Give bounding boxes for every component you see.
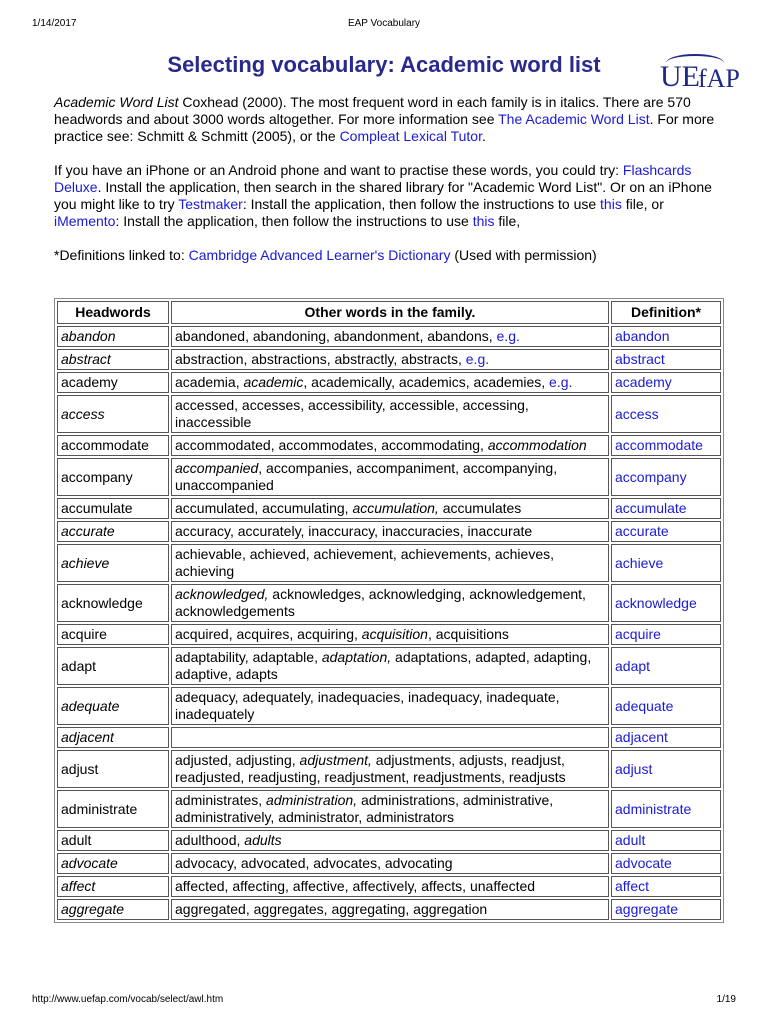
headword: acknowledge (61, 594, 143, 611)
definition-link[interactable]: adult (615, 832, 646, 848)
cambridge-dictionary-link[interactable]: Cambridge Advanced Learner's Dictionary (188, 247, 451, 263)
family-cell (171, 647, 609, 685)
family-words: adjusted, adjusting, (175, 752, 300, 768)
family-cell (171, 498, 609, 519)
table-row (57, 544, 721, 582)
family-cell (171, 727, 609, 748)
table-row (57, 687, 721, 725)
headword: accompany (61, 468, 133, 485)
family-words: abandoned, abandoning, abandonment, abandons, (175, 328, 497, 344)
headword-cell (57, 372, 169, 393)
definition-cell (611, 790, 721, 828)
family-cell (171, 435, 609, 456)
headword-cell (57, 326, 169, 347)
table-row (57, 521, 721, 542)
family-cell (171, 395, 609, 433)
column-header-family: Other words in the family. (171, 301, 609, 324)
awl-title: Academic Word List (54, 94, 179, 110)
headword: acquire (61, 626, 107, 642)
example-link[interactable]: e.g. (496, 328, 520, 344)
family-word-frequent: acquisition (361, 626, 428, 642)
intro-paragraph-2 (54, 162, 720, 230)
example-link[interactable]: e.g. (549, 374, 573, 390)
logo-text-ue: UE (660, 60, 700, 93)
intro-section (54, 94, 720, 281)
definition-cell (611, 584, 721, 622)
headword-cell (57, 790, 169, 828)
family-cell (171, 687, 609, 725)
intro-text: *Definitions linked to: (54, 247, 189, 263)
headword-cell (57, 458, 169, 496)
family-word-frequent: accompanied (175, 460, 259, 476)
family-word-frequent: accumulation, (352, 500, 439, 516)
headword-cell (57, 349, 169, 370)
family-word-frequent: accommodation (487, 437, 587, 453)
family-words: accumulated, accumulating, (175, 500, 353, 516)
family-word-frequent: adaptation, (321, 649, 392, 665)
family-word-frequent: adults (244, 832, 282, 848)
definition-link[interactable]: abandon (615, 328, 670, 344)
family-words: accessed, accesses, accessibility, accessible, accessing, inaccessible (175, 397, 529, 430)
headword-cell (57, 727, 169, 748)
family-word-frequent: acknowledged, (175, 586, 269, 602)
family-words: administrations, administrative, administratively, administrator, administrators (175, 792, 554, 825)
print-page-title: EAP Vocabulary (347, 18, 421, 29)
definition-link[interactable]: accurate (615, 523, 669, 539)
headword: administrate (61, 800, 138, 817)
headword: accurate (61, 523, 115, 539)
family-cell (171, 750, 609, 788)
headword: adult (61, 832, 92, 848)
definition-link[interactable]: administrate (615, 800, 692, 817)
family-words: affected, affecting, affective, affectively, affects, unaffected (175, 878, 536, 894)
definition-link[interactable]: achieve (615, 554, 664, 571)
page-title: Selecting vocabulary: Academic word list (167, 52, 601, 77)
imemento-link[interactable]: iMemento (54, 213, 116, 229)
table-row (57, 372, 721, 393)
intro-paragraph-1 (54, 94, 720, 145)
family-cell (171, 326, 609, 347)
example-link[interactable]: e.g. (465, 351, 490, 367)
family-word-frequent: academic (243, 374, 304, 390)
definition-cell (611, 876, 721, 897)
headword: access (61, 405, 105, 422)
headword-cell (57, 750, 169, 788)
table-row (57, 624, 721, 645)
lexical-tutor-link[interactable]: Compleat Lexical Tutor (339, 128, 482, 144)
table-row (57, 435, 721, 456)
definition-link[interactable]: academy (615, 374, 672, 390)
column-header-headwords: Headwords (57, 301, 169, 324)
headword: adjust (61, 760, 99, 777)
print-date: 1/14/2017 (32, 18, 77, 29)
definition-cell (611, 326, 721, 347)
headword-cell (57, 395, 169, 433)
family-cell (171, 899, 609, 920)
print-page-number: 1/19 (716, 994, 736, 1005)
table-row (57, 647, 721, 685)
family-words: achievable, achieved, achievement, achievements, achieves, achieving (175, 546, 554, 579)
family-words: accommodated, accommodates, accommodating, (175, 437, 488, 453)
imemento-file-link[interactable]: this (472, 213, 495, 229)
table-row (57, 395, 721, 433)
headword: accommodate (61, 437, 149, 453)
headword: achieve (61, 554, 110, 571)
headword-cell (57, 521, 169, 542)
intro-text: : Install the application, then follow the instructions to use (242, 196, 601, 212)
definition-cell (611, 458, 721, 496)
definition-link[interactable]: affect (615, 878, 649, 894)
intro-text: If you have an iPhone or an Android phone and want to practise these words, you could try: (54, 162, 623, 178)
family-words: adaptations, adapted, adapting, adaptive, adapts (175, 649, 592, 682)
table-row (57, 876, 721, 897)
intro-text: . Install the application, then search in the shared library for "Academic Word List". Or on an iPhone you might like to try (54, 179, 712, 212)
intro-text: . For more practice see: Schmitt & Schmitt (2005), or the (54, 111, 715, 144)
print-url: http://www.uefap.com/vocab/select/awl.htm (32, 994, 224, 1005)
flashcards-deluxe-link[interactable]: Flashcards Deluxe (54, 162, 692, 195)
definition-cell (611, 624, 721, 645)
family-cell (171, 584, 609, 622)
testmaker-link[interactable]: Testmaker (178, 196, 243, 212)
table-row (57, 326, 721, 347)
definition-cell (611, 435, 721, 456)
family-word-frequent: adjustment, (299, 752, 372, 768)
intro-text: file, (494, 213, 521, 229)
family-words: academia, (175, 374, 244, 390)
family-words: accumulates (438, 500, 522, 516)
definition-link[interactable]: acknowledge (615, 594, 697, 611)
definition-cell (611, 349, 721, 370)
family-cell (171, 876, 609, 897)
academic-word-list-table (54, 298, 724, 923)
headword: affect (61, 878, 96, 894)
family-cell (171, 349, 609, 370)
intro-paragraph-3 (54, 247, 720, 264)
table-row (57, 853, 721, 874)
definition-link[interactable]: acquire (615, 626, 661, 642)
definition-link[interactable]: accumulate (615, 500, 687, 516)
headword-cell (57, 687, 169, 725)
family-words: , academically, academics, academies, (303, 374, 550, 390)
table-row (57, 458, 721, 496)
headword-cell (57, 830, 169, 851)
intro-text: . (481, 128, 486, 144)
definition-cell (611, 899, 721, 920)
intro-text: Coxhead (2000). The most frequent word in each family is in italics. There are 570 headwords and about 3000 words altogether. For more information see (54, 94, 691, 127)
headword-cell (57, 584, 169, 622)
family-words: , acquisitions (427, 626, 509, 642)
headword-cell (57, 544, 169, 582)
family-cell (171, 853, 609, 874)
table-row (57, 750, 721, 788)
table-header-row (57, 301, 721, 324)
headword: advocate (61, 855, 118, 871)
table-row (57, 790, 721, 828)
intro-text: : Install the application, then follow the instructions to use (115, 213, 473, 229)
family-words: adaptability, adaptable, (175, 649, 322, 665)
family-cell (171, 458, 609, 496)
table-row (57, 349, 721, 370)
definition-cell (611, 395, 721, 433)
family-words: advocacy, advocated, advocates, advocating (175, 855, 453, 871)
definition-link[interactable]: accompany (615, 468, 687, 485)
family-cell (171, 372, 609, 393)
definition-cell (611, 647, 721, 685)
family-words: administrates, (175, 792, 267, 808)
family-words: accuracy, accurately, inaccuracy, inaccuracies, inaccurate (175, 523, 533, 539)
table-row (57, 727, 721, 748)
definition-link[interactable]: adjacent (615, 729, 668, 745)
headword-cell (57, 435, 169, 456)
headword: adapt (61, 657, 97, 674)
definition-link[interactable]: accommodate (615, 437, 703, 453)
family-words: aggregated, aggregates, aggregating, aggregation (175, 901, 488, 917)
headword-cell (57, 899, 169, 920)
definition-cell (611, 830, 721, 851)
family-words: adulthood, (175, 832, 245, 848)
family-cell (171, 790, 609, 828)
headword: adequate (61, 697, 120, 714)
definition-cell (611, 727, 721, 748)
headword-cell (57, 498, 169, 519)
family-cell (171, 830, 609, 851)
column-header-definition: Definition* (611, 301, 721, 324)
definition-link[interactable]: adapt (615, 657, 651, 674)
table-row (57, 584, 721, 622)
headword: abandon (61, 328, 116, 344)
definition-cell (611, 544, 721, 582)
table-row (57, 830, 721, 851)
definition-cell (611, 372, 721, 393)
table-row (57, 498, 721, 519)
family-cell (171, 544, 609, 582)
table-body (57, 326, 721, 920)
family-word-frequent: administration, (266, 792, 358, 808)
family-words: abstraction, abstractions, abstractly, abstracts, (175, 351, 466, 367)
table-row (57, 899, 721, 920)
family-words: acknowledges, acknowledging, acknowledgement, acknowledgements (175, 586, 586, 619)
headword: adjacent (61, 729, 114, 745)
definition-cell (611, 853, 721, 874)
intro-text: file, or (621, 196, 664, 212)
headword-cell (57, 876, 169, 897)
headword-cell (57, 647, 169, 685)
headword: abstract (61, 351, 111, 367)
family-words: adjustments, adjusts, readjust, readjusted, readjusting, readjustment, readjustments, readjusts (175, 752, 566, 785)
definition-cell (611, 521, 721, 542)
definition-link[interactable]: adequate (615, 697, 674, 714)
family-cell (171, 521, 609, 542)
definition-cell (611, 750, 721, 788)
definition-link[interactable]: access (615, 405, 659, 422)
intro-text: (Used with permission) (450, 247, 597, 263)
headword-cell (57, 853, 169, 874)
testmaker-file-link[interactable]: this (600, 196, 622, 212)
headword: academy (61, 374, 118, 390)
definition-cell (611, 687, 721, 725)
awl-link[interactable]: The Academic Word List (498, 111, 650, 127)
definition-link[interactable]: abstract (615, 351, 665, 367)
definition-cell (611, 498, 721, 519)
logo-text-fap: fAP (698, 64, 740, 93)
headword-cell (57, 624, 169, 645)
family-words: acquired, acquires, acquiring, (175, 626, 362, 642)
family-cell (171, 624, 609, 645)
definition-link[interactable]: aggregate (615, 901, 679, 917)
definition-link[interactable]: adjust (615, 760, 653, 777)
definition-link[interactable]: advocate (615, 855, 672, 871)
family-words: , accompanies, accompaniment, accompanying, unaccompanied (175, 460, 558, 493)
family-words: adequacy, adequately, inadequacies, inadequacy, inadequate, inadequately (175, 689, 560, 722)
headword: aggregate (61, 901, 125, 917)
headword: accumulate (61, 500, 133, 516)
